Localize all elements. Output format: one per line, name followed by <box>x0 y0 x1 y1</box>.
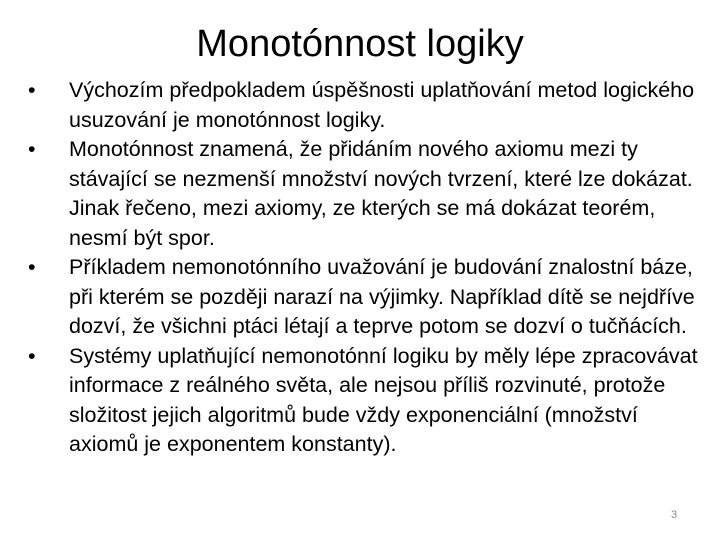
bullet-text: Systémy uplatňující nemonotónní logiku by měly lépe zpracovávat informace z reálného světa, ale nejsou příliš rozvinuté, protože složitost jejich algoritmů bude vždy exponenciální (množství axiomů je exponentem konstanty). <box>69 343 698 456</box>
bullet-text: Výchozím předpokladem úspěšnosti uplatňování metod logického usuzování je monotónnost logiky. <box>69 78 695 132</box>
bullet-item <box>28 76 700 135</box>
slide-title: Monotónnost logiky <box>196 23 524 65</box>
bullet-icon: • <box>28 255 36 279</box>
bullet-item <box>28 342 700 460</box>
bullet-item <box>28 253 700 342</box>
bullet-text: Monotónnost znamená, že přidáním nového axiomu mezi ty stávající se nezmenší množství nových tvrzení, které lze dokázat. Jinak řečeno, mezi axiomy, ze kterých se má dokázat teorém, nesmí být spor. <box>69 137 693 250</box>
bullet-item <box>28 135 700 253</box>
bullet-icon: • <box>28 78 36 102</box>
bullet-icon: • <box>28 343 36 368</box>
bullet-list <box>28 76 700 460</box>
bullet-text: Příkladem nemonotónního uvažování je budování znalostní báze, při kterém se později narazí na výjimky. Například dítě se nejdříve dozví, že všichni ptáci létají a teprve potom se dozví o tučňácích. <box>69 255 695 338</box>
bullet-icon: • <box>28 137 36 161</box>
page-number: 3 <box>670 509 678 521</box>
